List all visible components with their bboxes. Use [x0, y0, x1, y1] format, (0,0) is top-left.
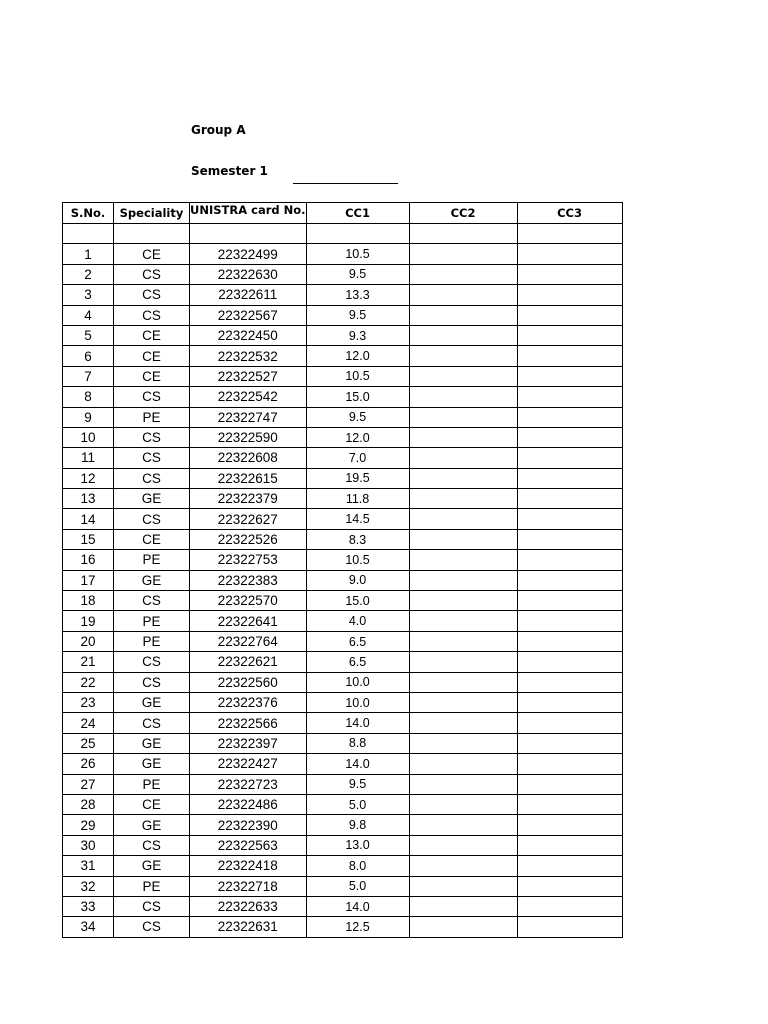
- cell-speciality: CS: [114, 591, 190, 611]
- cell-speciality: CS: [114, 427, 190, 447]
- cell-speciality: GE: [114, 570, 190, 590]
- cell-speciality: CS: [114, 672, 190, 692]
- cell-cc1: 10.5: [306, 366, 409, 386]
- cell-speciality: PE: [114, 407, 190, 427]
- cell-cc2: [409, 346, 517, 366]
- cell-sno: 12: [63, 468, 114, 488]
- cell-cc2: [409, 652, 517, 672]
- cell-speciality: CS: [114, 896, 190, 916]
- cell-cc3: [517, 325, 622, 345]
- cell-cc2: [409, 856, 517, 876]
- cell-cc3: [517, 713, 622, 733]
- table-row: [63, 652, 623, 672]
- cell-cc1: 8.8: [306, 733, 409, 753]
- cell-speciality: CS: [114, 264, 190, 284]
- cell-cc1: 13.3: [306, 285, 409, 305]
- cell-cc2: [409, 835, 517, 855]
- cell-cc2: [409, 917, 517, 937]
- cell-sno: 15: [63, 529, 114, 549]
- cell-sno: 32: [63, 876, 114, 896]
- table-row: [63, 733, 623, 753]
- cell-card-no: 22322570: [190, 591, 307, 611]
- cell-card-no: 22322532: [190, 346, 307, 366]
- cell-card-no: 22322753: [190, 550, 307, 570]
- cell-sno: 34: [63, 917, 114, 937]
- cell-speciality: CE: [114, 529, 190, 549]
- cell-cc1: 10.0: [306, 692, 409, 712]
- header-sno: S.No.: [63, 203, 114, 224]
- cell-cc1: 14.0: [306, 713, 409, 733]
- cell-cc1: 8.3: [306, 529, 409, 549]
- cell-cc1: 12.5: [306, 917, 409, 937]
- cell-cc3: [517, 346, 622, 366]
- cell-cc3: [517, 917, 622, 937]
- cell-card-no: 22322621: [190, 652, 307, 672]
- cell-cc2: [409, 733, 517, 753]
- cell-cc2: [409, 325, 517, 345]
- cell-card-no: 22322379: [190, 489, 307, 509]
- cell-cc2: [409, 631, 517, 651]
- cell-cc1: 15.0: [306, 387, 409, 407]
- cell-cc2: [409, 407, 517, 427]
- cell-cc2: [409, 672, 517, 692]
- cell-card-no: 22322397: [190, 733, 307, 753]
- spacer-cell: [409, 224, 517, 244]
- cell-card-no: 22322590: [190, 427, 307, 447]
- cell-cc1: 9.5: [306, 774, 409, 794]
- cell-cc1: 9.3: [306, 325, 409, 345]
- cell-cc2: [409, 713, 517, 733]
- cell-sno: 11: [63, 448, 114, 468]
- cell-sno: 25: [63, 733, 114, 753]
- cell-card-no: 22322390: [190, 815, 307, 835]
- cell-speciality: CS: [114, 713, 190, 733]
- cell-cc3: [517, 611, 622, 631]
- cell-speciality: CS: [114, 652, 190, 672]
- cell-speciality: CS: [114, 285, 190, 305]
- cell-card-no: 22322450: [190, 325, 307, 345]
- cell-cc2: [409, 876, 517, 896]
- cell-cc1: 14.0: [306, 754, 409, 774]
- cell-cc2: [409, 489, 517, 509]
- cell-cc3: [517, 427, 622, 447]
- table-row: [63, 672, 623, 692]
- cell-cc1: 7.0: [306, 448, 409, 468]
- cell-sno: 22: [63, 672, 114, 692]
- cell-cc1: 6.5: [306, 652, 409, 672]
- cell-cc3: [517, 835, 622, 855]
- header-cc3: CC3: [517, 203, 622, 224]
- cell-speciality: CS: [114, 917, 190, 937]
- spacer-cell: [190, 224, 307, 244]
- cell-sno: 20: [63, 631, 114, 651]
- cell-speciality: CS: [114, 509, 190, 529]
- cell-cc2: [409, 427, 517, 447]
- cell-card-no: 22322633: [190, 896, 307, 916]
- table-row: [63, 856, 623, 876]
- cell-sno: 6: [63, 346, 114, 366]
- table-row: [63, 264, 623, 284]
- cell-sno: 29: [63, 815, 114, 835]
- cell-speciality: GE: [114, 856, 190, 876]
- cell-speciality: CS: [114, 448, 190, 468]
- cell-cc2: [409, 815, 517, 835]
- cell-cc3: [517, 856, 622, 876]
- cell-card-no: 22322560: [190, 672, 307, 692]
- cell-cc3: [517, 672, 622, 692]
- table-row: [63, 570, 623, 590]
- cell-cc1: 10.5: [306, 244, 409, 264]
- cell-sno: 21: [63, 652, 114, 672]
- table-row: [63, 550, 623, 570]
- cell-cc2: [409, 468, 517, 488]
- cell-card-no: 22322526: [190, 529, 307, 549]
- cell-cc2: [409, 774, 517, 794]
- cell-speciality: PE: [114, 550, 190, 570]
- cell-cc3: [517, 754, 622, 774]
- cell-cc3: [517, 652, 622, 672]
- cell-cc2: [409, 509, 517, 529]
- table-row: [63, 774, 623, 794]
- spacer-row: [63, 224, 623, 244]
- cell-card-no: 22322747: [190, 407, 307, 427]
- table-row: [63, 917, 623, 937]
- cell-sno: 10: [63, 427, 114, 447]
- cell-card-no: 22322764: [190, 631, 307, 651]
- cell-cc2: [409, 366, 517, 386]
- cell-cc1: 14.0: [306, 896, 409, 916]
- cell-cc3: [517, 529, 622, 549]
- table-row: [63, 754, 623, 774]
- cell-card-no: 22322630: [190, 264, 307, 284]
- cell-card-no: 22322383: [190, 570, 307, 590]
- cell-speciality: GE: [114, 692, 190, 712]
- header-card-no-label: UNISTRA card No.: [190, 202, 306, 217]
- cell-speciality: GE: [114, 754, 190, 774]
- cell-card-no: 22322627: [190, 509, 307, 529]
- cell-cc1: 11.8: [306, 489, 409, 509]
- cell-speciality: GE: [114, 489, 190, 509]
- cell-cc1: 15.0: [306, 591, 409, 611]
- cell-cc3: [517, 509, 622, 529]
- cell-sno: 9: [63, 407, 114, 427]
- cell-cc1: 9.5: [306, 407, 409, 427]
- cell-card-no: 22322418: [190, 856, 307, 876]
- cell-card-no: 22322641: [190, 611, 307, 631]
- cell-cc1: 8.0: [306, 856, 409, 876]
- cell-sno: 3: [63, 285, 114, 305]
- table-row: [63, 244, 623, 264]
- cell-sno: 19: [63, 611, 114, 631]
- header-cc2: CC2: [409, 203, 517, 224]
- table-row: [63, 325, 623, 345]
- cell-card-no: 22322567: [190, 305, 307, 325]
- cell-sno: 18: [63, 591, 114, 611]
- cell-speciality: CS: [114, 468, 190, 488]
- cell-cc3: [517, 876, 622, 896]
- cell-cc3: [517, 366, 622, 386]
- cell-cc1: 12.0: [306, 427, 409, 447]
- cell-cc2: [409, 591, 517, 611]
- cell-cc3: [517, 489, 622, 509]
- cell-cc3: [517, 285, 622, 305]
- table-row: [63, 815, 623, 835]
- cell-sno: 14: [63, 509, 114, 529]
- cell-card-no: 22322631: [190, 917, 307, 937]
- cell-cc1: 9.5: [306, 264, 409, 284]
- cell-cc1: 5.0: [306, 794, 409, 814]
- cell-cc2: [409, 896, 517, 916]
- cell-cc2: [409, 550, 517, 570]
- cell-cc3: [517, 570, 622, 590]
- cell-sno: 8: [63, 387, 114, 407]
- cell-cc2: [409, 692, 517, 712]
- cell-cc3: [517, 631, 622, 651]
- table-body: [63, 224, 623, 938]
- table-row: [63, 692, 623, 712]
- semester-label: Semester 1: [191, 164, 268, 178]
- cell-cc1: 19.5: [306, 468, 409, 488]
- spacer-cell: [306, 224, 409, 244]
- cell-card-no: 22322486: [190, 794, 307, 814]
- cell-cc3: [517, 387, 622, 407]
- cell-cc3: [517, 305, 622, 325]
- cell-sno: 24: [63, 713, 114, 733]
- cell-cc2: [409, 285, 517, 305]
- cell-speciality: GE: [114, 815, 190, 835]
- cell-speciality: CS: [114, 305, 190, 325]
- cell-sno: 5: [63, 325, 114, 345]
- cell-cc1: 13.0: [306, 835, 409, 855]
- cell-sno: 7: [63, 366, 114, 386]
- cell-cc1: 10.5: [306, 550, 409, 570]
- cell-cc2: [409, 264, 517, 284]
- cell-speciality: CS: [114, 387, 190, 407]
- cell-sno: 16: [63, 550, 114, 570]
- cell-card-no: 22322611: [190, 285, 307, 305]
- cell-cc3: [517, 407, 622, 427]
- table-row: [63, 896, 623, 916]
- cell-cc1: 4.0: [306, 611, 409, 631]
- table-row: [63, 835, 623, 855]
- cell-speciality: CE: [114, 366, 190, 386]
- cell-card-no: 22322566: [190, 713, 307, 733]
- cell-sno: 23: [63, 692, 114, 712]
- cell-card-no: 22322718: [190, 876, 307, 896]
- table-row: [63, 591, 623, 611]
- cell-sno: 27: [63, 774, 114, 794]
- cell-card-no: 22322563: [190, 835, 307, 855]
- cell-speciality: PE: [114, 876, 190, 896]
- cell-speciality: PE: [114, 774, 190, 794]
- cell-speciality: CE: [114, 325, 190, 345]
- cell-cc3: [517, 468, 622, 488]
- cell-cc3: [517, 815, 622, 835]
- cell-cc2: [409, 529, 517, 549]
- cell-cc3: [517, 733, 622, 753]
- cell-speciality: CS: [114, 835, 190, 855]
- cell-cc2: [409, 448, 517, 468]
- cell-sno: 1: [63, 244, 114, 264]
- cell-cc2: [409, 387, 517, 407]
- cell-speciality: CE: [114, 244, 190, 264]
- cell-cc1: 10.0: [306, 672, 409, 692]
- table-row: [63, 366, 623, 386]
- table-row: [63, 794, 623, 814]
- cell-cc3: [517, 774, 622, 794]
- table-row: [63, 407, 623, 427]
- cell-cc2: [409, 611, 517, 631]
- cell-cc3: [517, 448, 622, 468]
- cell-cc1: 9.0: [306, 570, 409, 590]
- table-row: [63, 468, 623, 488]
- spacer-cell: [63, 224, 114, 244]
- cell-card-no: 22322542: [190, 387, 307, 407]
- table-row: [63, 611, 623, 631]
- cell-cc3: [517, 692, 622, 712]
- header-card-no: [190, 203, 307, 224]
- cell-cc2: [409, 305, 517, 325]
- header-cc1: CC1: [306, 203, 409, 224]
- cell-card-no: 22322723: [190, 774, 307, 794]
- header-speciality: Speciality: [114, 203, 190, 224]
- cell-sno: 33: [63, 896, 114, 916]
- cell-cc3: [517, 591, 622, 611]
- table-row: [63, 489, 623, 509]
- cell-sno: 4: [63, 305, 114, 325]
- cell-card-no: 22322527: [190, 366, 307, 386]
- spacer-cell: [114, 224, 190, 244]
- cell-sno: 31: [63, 856, 114, 876]
- spacer-cell: [517, 224, 622, 244]
- cell-cc1: 6.5: [306, 631, 409, 651]
- cell-sno: 2: [63, 264, 114, 284]
- table-row: [63, 876, 623, 896]
- cell-cc2: [409, 794, 517, 814]
- group-title: Group A: [191, 123, 246, 137]
- table-row: [63, 509, 623, 529]
- cell-card-no: 22322376: [190, 692, 307, 712]
- cell-card-no: 22322427: [190, 754, 307, 774]
- cell-cc2: [409, 244, 517, 264]
- marks-table: [62, 202, 623, 938]
- cell-card-no: 22322499: [190, 244, 307, 264]
- semester-blank-line: [293, 183, 398, 184]
- cell-cc1: 14.5: [306, 509, 409, 529]
- header-row: [63, 203, 623, 224]
- cell-cc2: [409, 754, 517, 774]
- cell-speciality: PE: [114, 611, 190, 631]
- table-row: [63, 305, 623, 325]
- cell-cc3: [517, 264, 622, 284]
- table-row: [63, 713, 623, 733]
- cell-speciality: CE: [114, 794, 190, 814]
- table-row: [63, 427, 623, 447]
- cell-speciality: GE: [114, 733, 190, 753]
- cell-cc1: 5.0: [306, 876, 409, 896]
- cell-cc3: [517, 550, 622, 570]
- table-row: [63, 285, 623, 305]
- table-row: [63, 529, 623, 549]
- cell-cc3: [517, 896, 622, 916]
- cell-sno: 13: [63, 489, 114, 509]
- table-row: [63, 346, 623, 366]
- cell-sno: 28: [63, 794, 114, 814]
- cell-sno: 17: [63, 570, 114, 590]
- cell-cc2: [409, 570, 517, 590]
- cell-cc3: [517, 794, 622, 814]
- cell-speciality: CE: [114, 346, 190, 366]
- cell-sno: 26: [63, 754, 114, 774]
- cell-cc1: 9.8: [306, 815, 409, 835]
- cell-speciality: PE: [114, 631, 190, 651]
- table-row: [63, 448, 623, 468]
- cell-cc1: 12.0: [306, 346, 409, 366]
- table-row: [63, 387, 623, 407]
- cell-card-no: 22322608: [190, 448, 307, 468]
- cell-sno: 30: [63, 835, 114, 855]
- cell-card-no: 22322615: [190, 468, 307, 488]
- cell-cc3: [517, 244, 622, 264]
- table-row: [63, 631, 623, 651]
- cell-cc1: 9.5: [306, 305, 409, 325]
